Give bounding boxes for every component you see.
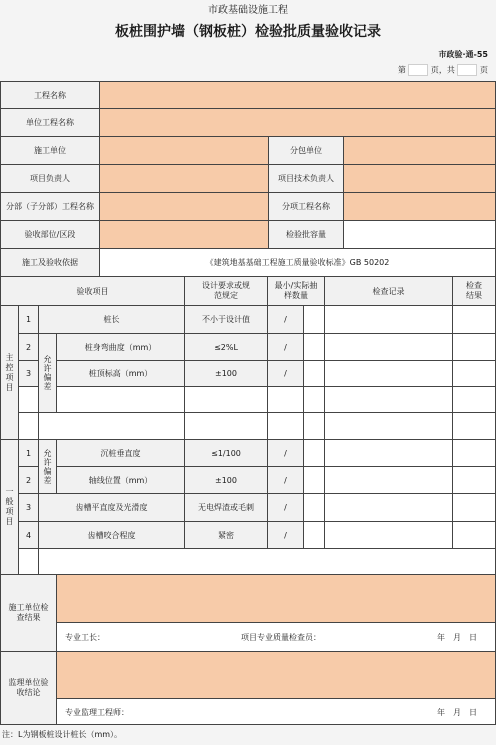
sample-actual-field[interactable] [303,305,325,334]
item-name: 沉桩垂直度 [100,448,141,458]
slash-mark: / [284,342,287,352]
blank-cell[interactable] [452,412,496,440]
table-row [18,521,39,549]
project-name-label: 工程名称 [34,90,66,100]
result-field[interactable] [452,521,496,549]
unit-project-field[interactable] [99,108,496,137]
batch-qty-field[interactable] [343,220,496,249]
contractor-label: 施工单位 [34,146,66,155]
item-name: 桩顶标高（mm） [88,369,153,378]
col-header-design [184,276,268,306]
record-field[interactable] [324,333,453,361]
slash-mark: / [284,503,287,512]
blank-cell[interactable] [303,386,325,413]
item-spec: ≤2%L [214,342,238,352]
blank-cell[interactable] [184,412,268,440]
row-number: 4 [25,530,32,540]
row-number: 1 [25,448,32,458]
sub-project-label-cell [0,192,100,221]
sample-min-cell [267,521,304,549]
slash-mark: / [284,530,287,540]
record-field[interactable] [324,439,453,467]
slash-mark: / [284,315,287,324]
tolerance-label: 允许偏差 [43,448,52,485]
sub-project-field[interactable] [99,192,269,221]
main-tolerance-label-cell [38,333,57,413]
basis-value: 《建筑地基基础工程施工质量验收标准》GB 50202 [205,258,390,267]
col-item-label: 验收项目 [76,286,109,296]
col-header-result [452,276,496,306]
supervisor-label-cell [0,651,57,725]
blank-cell[interactable] [56,386,185,413]
subcontractor-label: 分包单位 [290,146,322,155]
result-field[interactable] [452,439,496,467]
blank-cell[interactable] [452,386,496,413]
record-field[interactable] [324,360,453,387]
sample-actual-field[interactable] [303,439,325,467]
table-row [18,493,39,522]
blank-cell[interactable] [38,412,185,440]
blank-cell[interactable] [184,386,268,413]
blank-cell [18,412,39,440]
sample-actual-field[interactable] [303,360,325,387]
page-counter [398,64,488,76]
col-design-label: 设计要求或规范规定 [202,281,250,300]
blank-cell[interactable] [267,412,304,440]
item-name-cell [56,333,185,361]
result-field[interactable] [452,360,496,387]
page-mid: 页，共 [430,65,455,75]
basis-label-cell [0,248,100,277]
contractor-label-cell [0,136,100,165]
row-number: 2 [25,342,32,352]
blank-cell[interactable] [38,548,496,575]
supervisor-date-label: 年 月 日 [437,708,477,717]
item-spec: ≤1/100 [211,448,241,458]
foreman-label: 专业工长： [65,633,105,642]
item-name: 轴线位置（mm） [88,475,153,485]
blank-cell [18,548,39,575]
sample-min-cell [267,305,304,334]
sample-min-cell [267,466,304,494]
supervisor-label: 监理单位验收结论 [8,678,49,697]
contractor-sign-row [56,622,496,652]
row-number: 3 [25,503,32,512]
spec-cell [184,466,268,494]
row-number: 1 [25,315,32,324]
tech-manager-field[interactable] [343,164,496,193]
slash-mark: / [284,448,287,458]
general-section-label: 一般项目 [5,487,14,527]
sample-actual-field[interactable] [303,466,325,494]
item-name-cell [56,466,185,494]
page-number-field[interactable] [408,64,428,76]
col-header-item [0,276,185,306]
table-row [18,333,39,361]
section-label-cell [0,220,100,249]
item-name-cell [38,493,185,522]
batch-qty-label-cell [268,220,344,249]
spec-cell [184,305,268,334]
project-name-field[interactable] [99,81,496,109]
table-row [18,360,39,387]
form-code: 市政验·通-55 [438,50,488,59]
contractor-check-label-cell [0,574,57,652]
blank-cell[interactable] [303,412,325,440]
slash-mark: / [284,369,287,378]
tolerance-label: 允许偏差 [43,355,52,391]
unit-project-label-cell [0,108,100,137]
project-manager-label-cell [0,164,100,193]
record-field[interactable] [324,493,453,522]
contractor-field[interactable] [99,136,269,165]
subcontractor-label-cell [268,136,344,165]
item-name-cell [56,439,185,467]
main-section-label-cell [0,305,19,440]
row-number: 2 [25,475,32,485]
result-field[interactable] [452,333,496,361]
spec-cell [184,360,268,387]
table-row [18,439,39,467]
result-field[interactable] [452,305,496,334]
record-field[interactable] [324,521,453,549]
blank-cell[interactable] [324,412,453,440]
item-spec: ±100 [215,475,237,485]
item-name-cell [38,521,185,549]
supervisor-conclusion-field[interactable] [56,651,496,699]
section-field[interactable] [99,220,269,249]
item-spec: 紧密 [218,530,234,540]
sample-actual-field[interactable] [303,493,325,522]
spec-cell [184,493,268,522]
page-total-field[interactable] [457,64,477,76]
item-name: 齿槽平直度及光滑度 [75,503,148,512]
record-field[interactable] [324,305,453,334]
item-name: 齿槽咬合程度 [87,530,136,540]
basis-value-cell [99,248,496,277]
general-tolerance-label-cell [38,439,57,494]
col-sample-label: 最小/实际抽样数量 [274,281,318,300]
tech-manager-label: 项目技术负责人 [278,174,334,183]
footnote: 注：L为钢板桩设计桩长（mm）。 [2,730,123,739]
unit-project-label: 单位工程名称 [26,118,74,127]
col-header-record [324,276,453,306]
spec-cell [184,521,268,549]
col-result-label: 检查结果 [466,281,482,300]
sample-min-cell [267,493,304,522]
sample-min-cell [267,439,304,467]
tech-manager-label-cell [268,164,344,193]
blank-cell[interactable] [267,386,304,413]
row-number: 3 [25,369,32,378]
item-project-label-cell [268,192,344,221]
result-field[interactable] [452,466,496,494]
page-suffix: 页 [480,65,488,75]
item-spec: 不小于设计值 [202,315,250,324]
sub-project-label: 分部（子分部）工程名称 [6,202,94,211]
table-row [18,305,39,334]
item-name-cell [38,305,185,334]
engineer-label: 专业监理工程师： [65,708,129,717]
col-record-label: 检查记录 [372,286,405,296]
item-project-field[interactable] [343,192,496,221]
item-name: 桩身弯曲度（mm） [84,342,157,352]
form-subtitle: 市政基础设施工程 [208,5,288,16]
blank-cell [18,386,39,413]
item-spec: ±100 [215,369,237,378]
supervisor-sign-row [56,698,496,725]
item-name: 桩长 [103,315,120,324]
subcontractor-field[interactable] [343,136,496,165]
spec-cell [184,333,268,361]
project-manager-field[interactable] [99,164,269,193]
spec-cell [184,439,268,467]
col-header-sample [267,276,325,306]
sample-min-cell [267,333,304,361]
result-field[interactable] [452,493,496,522]
contractor-check-field[interactable] [56,574,496,623]
sample-actual-field[interactable] [303,521,325,549]
qc-label: 项目专业质量检查员： [241,633,321,642]
slash-mark: / [284,475,287,485]
general-section-label-cell [0,439,19,575]
contractor-date-label: 年 月 日 [437,633,477,642]
record-field[interactable] [324,466,453,494]
item-project-label: 分项工程名称 [282,202,330,211]
section-label: 验收部位/区段 [24,230,76,239]
project-manager-label: 项目负责人 [30,174,70,183]
contractor-check-label: 施工单位检查结果 [8,603,49,622]
basis-label: 施工及验收依据 [22,258,78,267]
page-prefix: 第 [397,65,406,75]
item-name-cell [56,360,185,387]
main-section-label: 主控项目 [5,352,14,393]
table-row [18,466,39,494]
sample-actual-field[interactable] [303,333,325,361]
project-name-label-cell [0,81,100,109]
blank-cell[interactable] [324,386,453,413]
form-title: 板桩围护墙（钢板桩）检验批质量验收记录 [115,24,381,40]
sample-min-cell [267,360,304,387]
batch-qty-label: 检验批容量 [286,230,326,239]
item-spec: 无电焊渣或毛刺 [198,503,254,512]
